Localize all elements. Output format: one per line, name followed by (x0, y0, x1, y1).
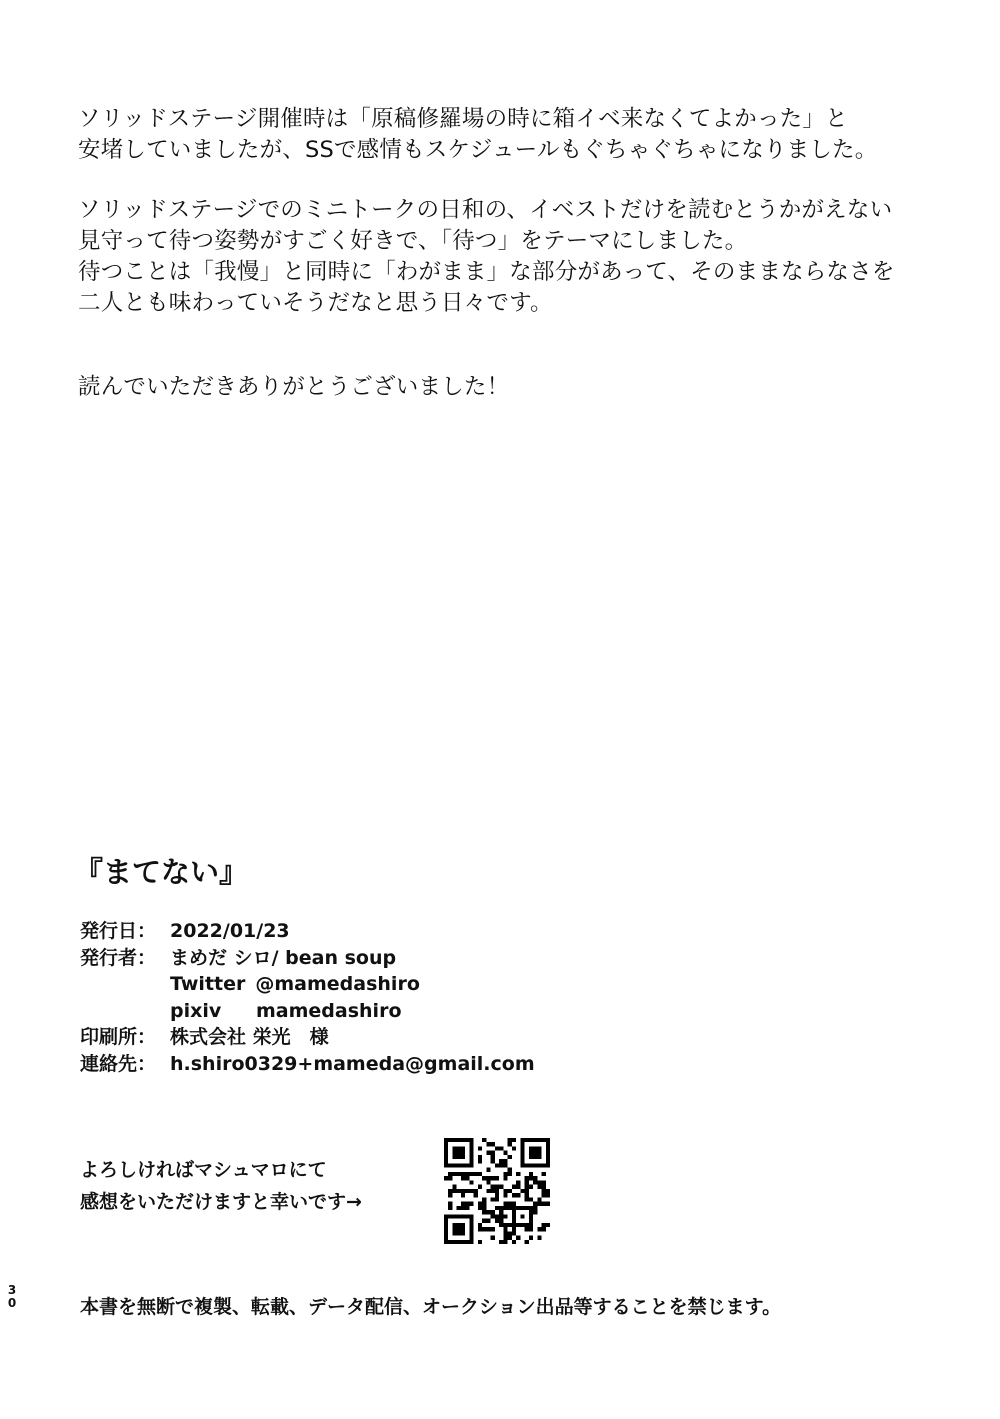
page-number (7, 1284, 17, 1310)
twitter-row (80, 971, 535, 998)
contact-email[interactable]: h.shiro0329+mameda@gmail.com (170, 1052, 535, 1075)
afterword-line: ソリッドステージ開催時は「原稿修羅場の時に箱イベ来なくてよかった」と (78, 106, 848, 132)
afterword-line: 待つことは「我慢」と同時に「わがまま」な部分があって、そのままならなさを (78, 259, 895, 285)
printer-value: 株式会社 栄光 様 (170, 1026, 329, 1048)
colophon (80, 918, 535, 1077)
publisher-label: 発行者： (80, 946, 157, 969)
qr-code[interactable] (444, 1138, 550, 1244)
book-title: 『まてない』 (74, 855, 249, 889)
twitter-label: Twitter (170, 973, 246, 995)
issue-date-value: 2022/01/23 (170, 920, 290, 942)
afterword (78, 104, 958, 403)
contact-row (80, 1051, 535, 1078)
copyright-notice: 本書を無断で複製、転載、データ配信、オークション出品等することを禁じます。 (80, 1296, 782, 1318)
pixiv-handle[interactable]: mamedashiro (256, 999, 402, 1022)
page-number-digit: 3 (7, 1283, 17, 1297)
publisher-row (80, 945, 535, 972)
afterword-line: 見守って待つ姿勢がすごく好きで、「待つ」をテーマにしました。 (78, 228, 748, 254)
afterword-line: 安堵していましたが、SSで感情もスケジュールもぐちゃぐちゃになりました。 (78, 137, 878, 163)
issue-date-row (80, 918, 535, 945)
printer-label: 印刷所： (80, 1026, 157, 1048)
page-number-digit: 0 (7, 1296, 17, 1310)
printer-row (80, 1024, 535, 1051)
pixiv-label: pixiv (170, 999, 222, 1022)
afterword-line: ソリッドステージでのミニトークの日和の、イベストだけを読むとうかがえない (78, 197, 893, 223)
marshmallow-line: 感想をいただけますと幸いです→ (80, 1191, 362, 1213)
afterword-thanks: 読んでいただきありがとうございました！ (78, 374, 510, 400)
twitter-handle[interactable]: @mamedashiro (255, 973, 420, 995)
marshmallow-note (80, 1154, 362, 1218)
marshmallow-line: よろしければマシュマロにて (80, 1159, 327, 1181)
issue-date-label: 発行日： (80, 920, 157, 942)
contact-label: 連絡先： (80, 1052, 157, 1075)
pixiv-row (80, 998, 535, 1025)
publisher-value: まめだ シロ/ bean soup (170, 946, 397, 969)
afterword-line: 二人とも味わっていそうだなと思う日々です。 (78, 290, 553, 316)
